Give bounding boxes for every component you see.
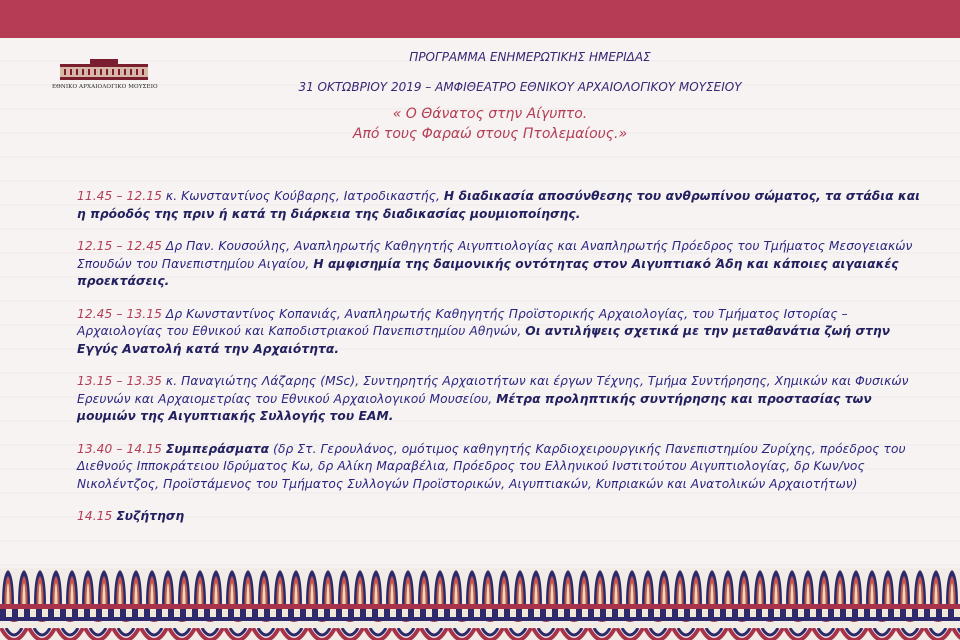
entry-topic: Η αμφισημία της δαιμονικής οντότητας στον Αιγυπτιακό Άδη και κάποιες αιγαιακές προεκτάσεις. xyxy=(77,256,899,288)
checker-stripe xyxy=(0,609,960,617)
arch-frieze xyxy=(0,621,960,640)
program-entry xyxy=(77,373,927,426)
entry-topic: Μέτρα προληπτικής συντήρησης και προστασίας των μουμιών της Αιγυπτιακής Συλλογής του ΕΑΜ. xyxy=(77,391,872,423)
entry-time: 11.45 – 12.15 xyxy=(77,189,162,203)
top-color-band xyxy=(0,0,960,38)
program-entry xyxy=(77,441,927,494)
event-title-line-2: Από τους Φαραώ στους Πτολεμαίους.» xyxy=(352,126,628,142)
program-entry xyxy=(77,306,927,359)
entry-details: (δρ Στ. Γερουλάνος, ομότιμος καθηγητής Καρδιοχειρουργικής Πανεπιστημίου Ζυρίχης, πρόεδρος του Διεθνούς Ιπποκράτειου Ιδρύματος Κω, δρ Αλίκη Μαραβέλια, Πρόεδρος του Ελληνικού Ινστιτούτου Αιγυπτιολογίας, δρ Κων/νος Νικολέντζος, Προϊστάμενος του Τμήματος Συλλογών Προϊστορικών, Αιγυπτιακών, Κυπριακών και Ανατολικών Αρχαιοτήτων) xyxy=(77,441,906,491)
entry-topic: Η διαδικασία αποσύνθεσης του ανθρωπίνου σώματος, τα στάδια και η πρόοδός της πριν ή κατά τη διάρκεια της διαδικασίας μουμιοποίησης. xyxy=(77,189,921,221)
petal-frieze xyxy=(0,568,960,604)
navy-stripe xyxy=(0,617,960,621)
entry-topic: Συζήτηση xyxy=(116,509,185,523)
entry-time: 12.45 – 13.15 xyxy=(77,306,162,321)
program-entry xyxy=(77,188,927,223)
entry-speaker: κ. Παναγιώτης Λάζαρης (MSc), Συντηρητής Αρχαιοτήτων και έργων Τέχνης, Τμήμα Συντήρησης, Χημικών και Φυσικών Ερευνών και Αρχαιομετρίας του Εθνικού Αρχαιολογικού Μουσείου, xyxy=(77,374,909,406)
entry-speaker: Δρ Κωνσταντίνος Κοπανιάς, Αναπληρωτής Καθηγητής Προϊστορικής Αρχαιολογίας, του Τμήματος Ιστορίας – Αρχαιολογίας του Εθνικού και Καποδιστριακού Πανεπιστημίου Αθηνών, xyxy=(77,306,848,338)
logo-text: ΕΘΝΙΚΟ ΑΡΧΑΙΟΛΟΓΙΚΟ ΜΟΥΣΕΙΟ xyxy=(52,84,158,90)
program-entry xyxy=(77,238,927,291)
entry-topic: Οι αντιλήψεις σχετικά με την μεταθανάτια ζωή στην Εγγύς Ανατολή κατά την Αρχαιότητα. xyxy=(77,324,891,356)
entry-time: 13.40 – 14.15 xyxy=(77,441,162,456)
program-heading: ΠΡΟΓΡΑΜΜΑ ΕΝΗΜΕΡΩΤΙΚΗΣ ΗΜΕΡΙΔΑΣ xyxy=(409,50,651,64)
entry-topic: Συμπεράσματα xyxy=(165,441,270,456)
entry-speaker: Δρ Παν. Κουσούλης, Αναπληρωτής Καθηγητής Αιγυπτιολογίας και Αναπληρωτής Πρόεδρος του Τμήματος Μεσογειακών Σπουδών του Πανεπιστημίου Αιγαίου, xyxy=(77,239,913,271)
museum-building-icon xyxy=(60,64,148,80)
event-title-line-1: « Ο Θάνατος στην Αίγυπτο. xyxy=(392,106,588,122)
entry-time: 12.15 – 12.45 xyxy=(77,239,162,253)
entry-speaker: κ. Κωνσταντίνος Κούβαρης, Ιατροδικαστής, xyxy=(161,189,444,203)
entry-time: 14.15 xyxy=(77,509,113,523)
entry-time: 13.15 – 13.35 xyxy=(77,374,162,388)
program-list xyxy=(77,188,927,541)
crimson-stripe xyxy=(0,604,960,609)
program-entry xyxy=(77,508,927,526)
egyptian-decorative-border xyxy=(0,568,960,640)
date-venue-line: 31 ΟΚΤΩΒΡΙΟΥ 2019 – ΑΜΦΙΘΕΑΤΡΟ ΕΘΝΙΚΟΥ ΑΡΧΑΙΟΛΟΓΙΚΟΥ ΜΟΥΣΕΙΟΥ xyxy=(298,80,742,94)
